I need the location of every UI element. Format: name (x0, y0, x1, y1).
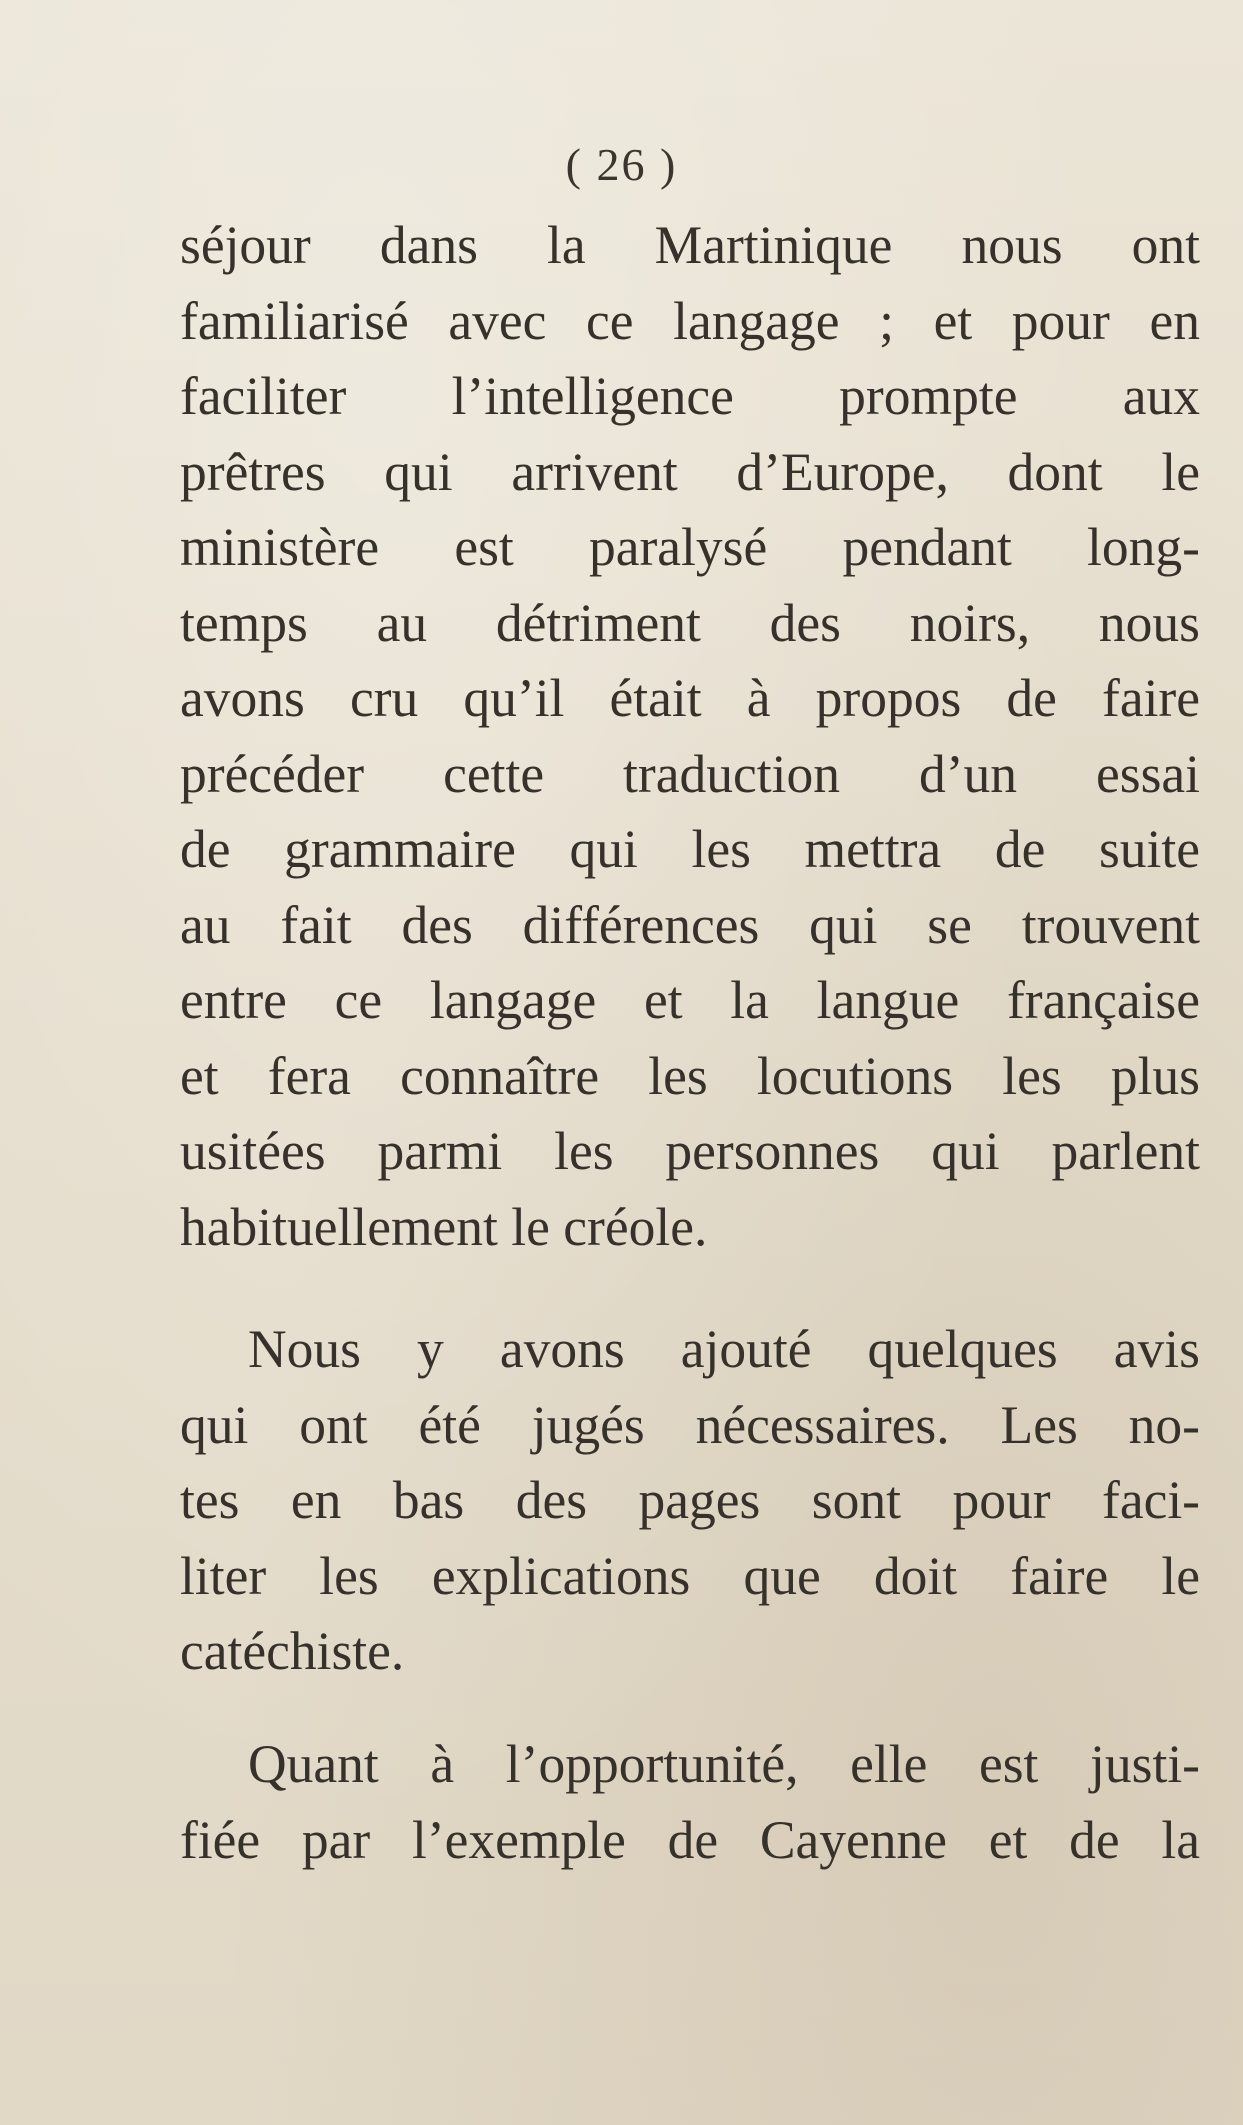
text-line: prêtres qui arrivent d’Europe, dont le (180, 441, 1200, 502)
page-number: ( 26 ) (565, 139, 678, 190)
text-line: précéder cette traduction d’un essai (180, 743, 1200, 804)
text-line: entre ce langage et la langue française (180, 970, 1200, 1030)
text-line: habituellement le créole. (180, 1196, 708, 1257)
text-line: faciliter l’intelligence prompte aux (180, 366, 1200, 426)
text-line: catéchiste. (180, 1621, 405, 1681)
text-line: fiée par l’exemple de Cayenne et de la (180, 1809, 1200, 1870)
text-line: de grammaire qui les mettra de suite (180, 819, 1200, 879)
text-line: familiarisé avec ce langage ; et pour en (180, 290, 1200, 351)
text-line: Nous y avons ajouté quelques avis (248, 1319, 1200, 1379)
text-line: tes en bas des pages sont pour faci- (180, 1470, 1200, 1530)
text-line: qui ont été jugés nécessaires. Les no- (180, 1394, 1200, 1455)
text-line: et fera connaître les locutions les plus (180, 1045, 1200, 1106)
paragraph-1 (180, 208, 1200, 1265)
text-line: séjour dans la Martinique nous ont (180, 215, 1200, 275)
text-line: Quant à l’opportunité, elle est justi- (248, 1734, 1200, 1794)
text-line: ministère est paralysé pendant long- (180, 517, 1200, 577)
paragraph-3 (180, 1727, 1200, 1878)
text-line: au fait des différences qui se trouvent (180, 894, 1200, 955)
text-line: temps au détriment des noirs, nous (180, 592, 1200, 653)
text-line: usitées parmi les personnes qui parlent (180, 1121, 1200, 1181)
text-line: liter les explications que doit faire le (180, 1545, 1200, 1606)
text-line: avons cru qu’il était à propos de faire (180, 668, 1200, 728)
paragraph-2 (180, 1312, 1200, 1690)
